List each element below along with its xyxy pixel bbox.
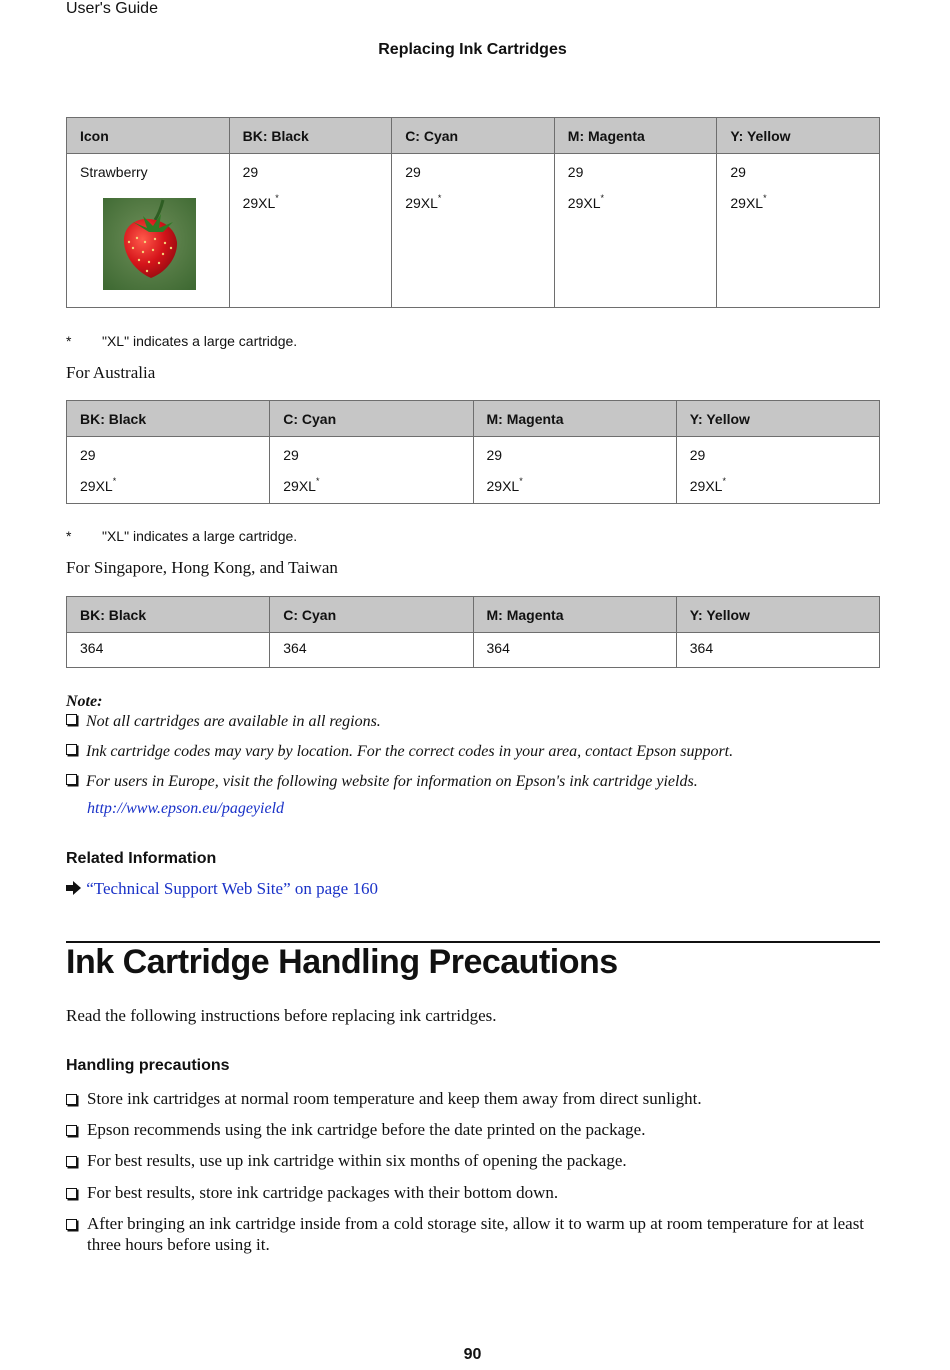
yellow-cell (676, 437, 879, 504)
black-cell (229, 154, 392, 308)
subheading: Handling precautions (66, 1057, 230, 1074)
checkbox-bullet-icon (66, 1188, 77, 1199)
table-header-cell: C: Cyan (392, 118, 555, 154)
cartridge-code: 29 (567, 164, 584, 180)
related-info-item[interactable] (66, 879, 378, 899)
footnote-text: "XL" indicates a large cartridge. (102, 333, 298, 349)
checkbox-bullet-icon (66, 1219, 77, 1230)
arrow-right-icon (66, 881, 82, 895)
checkbox-bullet-icon (66, 744, 77, 755)
table-header-cell: Y: Yellow (717, 118, 880, 154)
table-header-cell: BK: Black (229, 118, 392, 154)
footnote-mark: * (66, 528, 72, 544)
footnote-mark: * (315, 476, 320, 487)
cartridge-code-xl: 29XL (567, 195, 601, 211)
cartridge-code: 29 (730, 164, 746, 180)
footnote-mark: * (112, 476, 117, 487)
table-header-cell: Icon (67, 118, 230, 154)
list-item (66, 1088, 880, 1109)
list-item-text: Store ink cartridges at normal room temperature and keep them away from direct sunlight. (87, 1089, 702, 1108)
cartridge-code-xl: 29XL (80, 478, 113, 494)
note-item-text: Not all cartridges are available in all regions. (86, 713, 381, 730)
technical-support-link[interactable]: “Technical Support Web Site” on page 160 (86, 879, 378, 898)
list-item (66, 1182, 880, 1203)
cartridge-code-xl: 29XL (405, 195, 438, 211)
list-item-text: For best results, store ink cartridge packages with their bottom down. (87, 1183, 559, 1202)
cartridge-code: 29 (486, 447, 503, 463)
cyan-cell (392, 154, 555, 308)
footnote-mark: * (437, 193, 442, 204)
cartridge-code: 29 (242, 164, 259, 180)
magenta-cell (473, 437, 676, 504)
strawberry-icon (103, 198, 196, 290)
cartridge-code: 29 (80, 447, 96, 463)
note-item (66, 713, 381, 731)
icon-cell (67, 154, 230, 308)
table-header-cell: BK: Black (67, 597, 270, 633)
note-title: Note: (66, 693, 103, 710)
cartridge-table-australia (66, 400, 880, 504)
yellow-cell (717, 154, 880, 308)
cartridge-code: 29 (405, 164, 421, 180)
list-item (66, 1213, 880, 1255)
cartridge-code-xl: 29XL (730, 195, 764, 211)
list-item-text: Epson recommends using the ink cartridge before the date printed on the package. (87, 1120, 646, 1139)
cartridge-code: 29 (689, 447, 706, 463)
table-header-cell: M: Magenta (473, 401, 676, 437)
related-info-title: Related Information (66, 850, 217, 867)
footnote-mark: * (763, 193, 767, 204)
table-header-cell: C: Cyan (270, 401, 473, 437)
cyan-cell: 364 (270, 633, 473, 668)
checkbox-bullet-icon (66, 1156, 77, 1167)
cartridge-code-xl: 29XL (242, 195, 276, 211)
section-title: Ink Cartridge Handling Precautions (66, 943, 618, 981)
list-item (66, 1150, 880, 1171)
magenta-cell (554, 154, 717, 308)
icon-label: Strawberry (80, 164, 148, 180)
region-heading-asia: For Singapore, Hong Kong, and Taiwan (66, 558, 338, 577)
footnote-mark: * (519, 476, 523, 487)
black-cell (67, 437, 270, 504)
cartridge-table-asia (66, 596, 880, 668)
table-header-cell: M: Magenta (473, 597, 676, 633)
region-heading-australia: For Australia (66, 363, 156, 382)
table-row (67, 437, 880, 504)
cartridge-code-xl: 29XL (689, 478, 723, 494)
table-header-cell: Y: Yellow (676, 401, 879, 437)
table-row (67, 633, 880, 668)
checkbox-bullet-icon (66, 774, 77, 785)
running-header-guide: User's Guide (66, 0, 158, 17)
table-row (67, 154, 880, 308)
note-item (66, 743, 733, 761)
checkbox-bullet-icon (66, 1094, 77, 1105)
footnote-mark: * (722, 476, 726, 487)
cyan-cell (270, 437, 473, 504)
note-item-text: Ink cartridge codes may vary by location. For the correct codes in your area, contact Epson support. (86, 743, 734, 760)
section-intro: Read the following instructions before replacing ink cartridges. (66, 1006, 497, 1025)
table-header-cell: M: Magenta (554, 118, 717, 154)
cartridge-code: 29 (283, 447, 299, 463)
running-header-section: Replacing Ink Cartridges (378, 41, 567, 58)
table-header-cell: Y: Yellow (676, 597, 879, 633)
list-item (66, 1119, 880, 1140)
cartridge-code-xl: 29XL (283, 478, 316, 494)
magenta-cell: 364 (473, 633, 676, 668)
footnote-text: "XL" indicates a large cartridge. (102, 528, 298, 544)
cartridge-table-strawberry (66, 117, 880, 308)
pageyield-link[interactable]: http://www.epson.eu/pageyield (87, 800, 285, 817)
table-header-cell: BK: Black (67, 401, 270, 437)
checkbox-bullet-icon (66, 714, 77, 725)
checkbox-bullet-icon (66, 1125, 77, 1136)
list-item-text: After bringing an ink cartridge inside from a cold storage site, allow it to warm up at room temperature for at least three hours before using it. (87, 1214, 865, 1254)
note-item-text: For users in Europe, visit the following website for information on Epson's ink cartridge yields. (86, 773, 698, 790)
cartridge-code-xl: 29XL (486, 478, 520, 494)
yellow-cell: 364 (676, 633, 879, 668)
footnote-mark: * (275, 193, 279, 204)
footnote-mark: * (600, 193, 604, 204)
list-item-text: For best results, use up ink cartridge within six months of opening the package. (87, 1151, 627, 1170)
table-header-cell: C: Cyan (270, 597, 473, 633)
black-cell: 364 (67, 633, 270, 668)
footnote-mark: * (66, 333, 72, 349)
note-item (66, 773, 698, 791)
page-number: 90 (463, 1346, 482, 1363)
